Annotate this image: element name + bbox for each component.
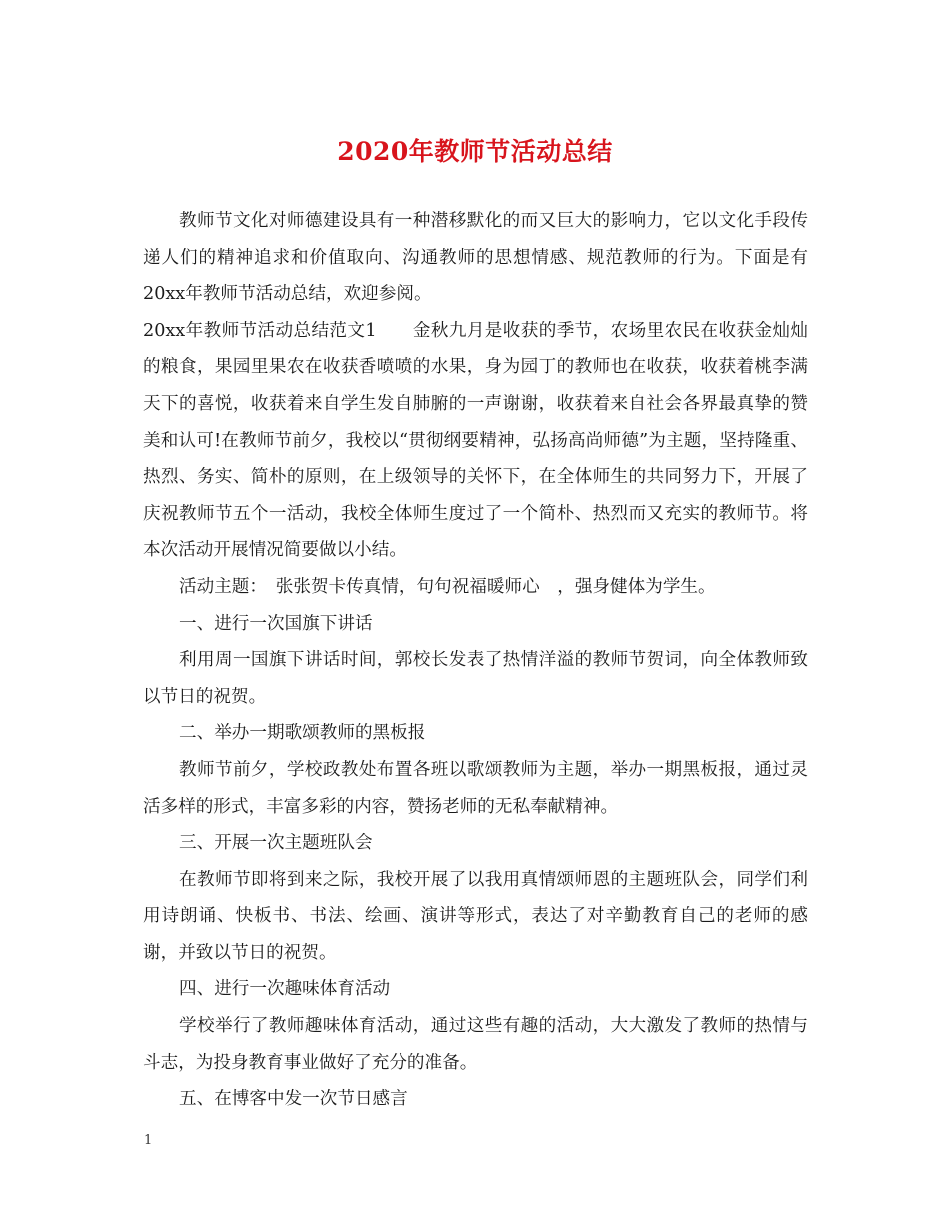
- section-heading-4: 四、进行一次趣味体育活动: [179, 979, 391, 1000]
- paragraph-intro: 教师节文化对师德建设具有一种潜移默化的而又巨大的影响力，它以文化手段传递人们的精神追求和价值取向、沟通教师的思想情感、规范教师的行为。下面是有20xx年教师节活动总结，欢迎参阅。: [143, 211, 808, 305]
- paragraph-activity-theme: 活动主题： 张张贺卡传真情，句句祝福暖师心 ，强身健体为学生。: [179, 576, 716, 597]
- page-title: 2020年教师节活动总结: [337, 137, 613, 166]
- paragraph-section-2: 教师节前夕，学校政教处布置各班以歌颂教师为主题，举办一期黑板报，通过灵活多样的形式，丰富多彩的内容，赞扬老师的无私奉献精神。: [143, 759, 808, 817]
- section-heading-3: 三、开展一次主题班队会: [179, 833, 373, 854]
- section-heading-5: 五、在博客中发一次节日感言: [179, 1089, 408, 1110]
- paragraph-section-3: 在教师节即将到来之际，我校开展了以我用真情颂师恩的主题班队会，同学们利用诗朗诵、快板书、书法、绘画、演讲等形式，表达了对辛勤教育自己的老师的感谢，并致以节日的祝贺。: [143, 869, 808, 963]
- section-heading-1: 一、进行一次国旗下讲话: [179, 613, 373, 634]
- paragraph-sample-essay: 20xx年教师节活动总结范文1 金秋九月是收获的季节，农场里农民在收获金灿灿的粮食，果园里果农在收获香喷喷的水果，身为园丁的教师也在收获，收获着桃李满天下的喜悦，收获着来自学生发自肺腑的一声谢谢，收获着来自社会各界最真挚的赞美和认可!在教师节前夕，我校以“贯彻纲要精神，弘扬高尚师德”为主题，坚持隆重、热烈、务实、简朴的原则，在上级领导的关怀下，在全体师生的共同努力下，开展了庆祝教师节五个一活动，我校全体师生度过了一个简朴、热烈而又充实的教师节。将本次活动开展情况简要做以小结。: [143, 320, 808, 561]
- paragraph-section-1: 利用周一国旗下讲话时间，郭校长发表了热情洋溢的教师节贺词，向全体教师致以节日的祝贺。: [143, 650, 808, 707]
- page-number: 1: [144, 1133, 153, 1148]
- paragraph-section-4: 学校举行了教师趣味体育活动，通过这些有趣的活动，大大激发了教师的热情与斗志，为投身教育事业做好了充分的准备。: [143, 1016, 808, 1073]
- section-heading-2: 二、举办一期歌颂教师的黑板报: [179, 723, 426, 744]
- document-body: [143, 203, 808, 1118]
